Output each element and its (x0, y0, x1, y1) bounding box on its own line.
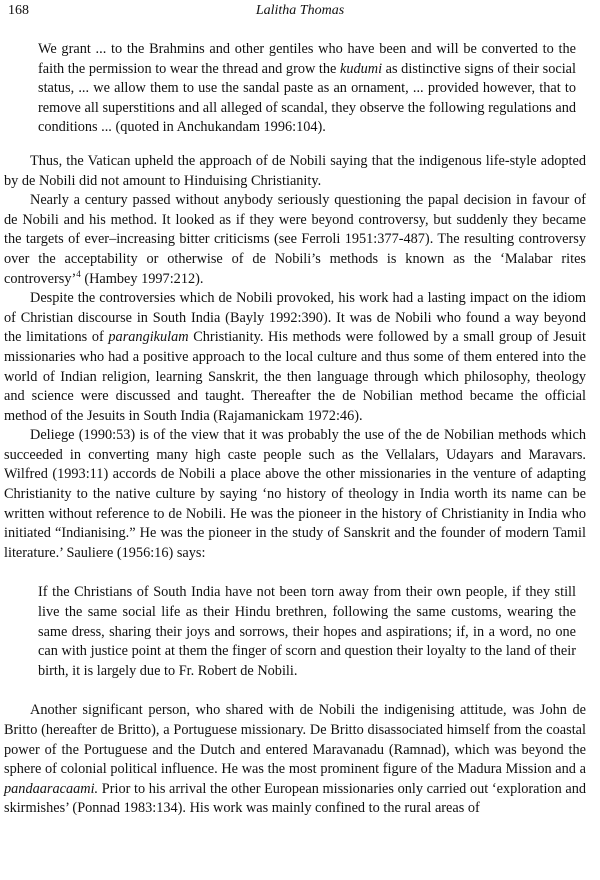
block-quote-papal-decree: We grant ... to the Brahmins and other gentiles who have been and will be converted to the faith the permission to wear the thread and grow the kudumi as distinctive signs of their social status, ... we allow them to use the sandal paste as an ornament, ... provided however, that to remove all superstitions and all alleged of scandal, they observe the following regulations and conditions ... (quoted in Anchukandam 1996:104). (38, 41, 576, 136)
block-quote-sauliere: If the Christians of South India have not been torn away from their own people, if they still live the same social life as their Hindu brethren, following the same customs, wearing the same dress, sharing their joys and sorrows, their hopes and aspirations; if, in a word, no one can with justice point at them the finger of scorn and question their loyalty to the land of their birth, it is largely due to Fr. Robert de Nobili. (38, 584, 576, 679)
paragraph-vatican: Thus, the Vatican upheld the approach of de Nobili saying that the indigenous life-style adopted by de Nobili did not amount to Hinduising Christianity. (4, 152, 586, 189)
paragraph-lasting-impact: Despite the controversies which de Nobili provoked, his work had a lasting impact on the idiom of Christian discourse in South India (Bayly 1992:390). It was de Nobili who found a way beyond the limitations of parangikulam Christianity. His methods were followed by a small group of Jesuit missionaries who had a positive approach to the local culture and thus some of them entered into the world of Indian religion, learning Sanskrit, the then language through which philosophy, theology and science were discussed and taught. Thereafter the de Nobilian method became the official method of the Jesuits in South India (Rajamanickam 1972:46). (4, 290, 586, 424)
italic-term-pandaaracaami: pandaaracaami. (4, 780, 99, 797)
page-body (4, 40, 586, 819)
page-number: 168 (8, 3, 29, 18)
paragraph-de-britto: Another significant person, who shared with de Nobili the indigenising attitude, was John de Britto (hereafter de Britto), a Portuguese missionary. De Britto disassociated himself from the coastal power of the Portuguese and the Dutch and entered Maravanadu (Ramnad), which was beyond the sphere of colonial political influence. He was the most prominent figure of the Madura Mission and a pandaaracaami. Prior to his arrival the other European missionaries only carried out ‘exploration and skirmishes’ (Ponnad 1983:134). His work was mainly confined to the rural areas of (4, 702, 586, 817)
page-header (0, 0, 600, 22)
italic-term-kudumi: kudumi (339, 60, 383, 77)
paragraph-malabar-rites: Nearly a century passed without anybody seriously questioning the papal decision in favour of de Nobili and his method. It looked as if they were beyond controversy, but suddenly they became the targets of ever–increasing bitter criticisms (see Ferroli 1951:377-487). The resulting controversy over the acceptability or otherwise of de Nobili’s methods is known as the ‘Malabar rites controversy’$^4$ (Hambey 1997:212). (4, 192, 586, 287)
italic-term-parangikulam: parangikulam (108, 329, 189, 346)
footnote-marker: 4 (76, 268, 81, 279)
paragraph-deliege: Deliege (1990:53) is of the view that it was probably the use of the de Nobilian methods which succeeded in converting many high caste people such as the Vellalars, Udayars and Maravars. Wilfred (1993:11) accords de Nobili a place above the other missionaries in the venture of adapting Christianity to the native culture by saying ‘no history of theology in India worth its name can be written without reference to de Nobili. He was the pioneer in the history of Christianity in India who initiated “Indianising.” He was the pioneer in the study of Sanskrit and the founder of modern Tamil literature.’ Sauliere (1956:16) says: (4, 427, 586, 561)
running-title: Lalitha Thomas (255, 3, 345, 18)
